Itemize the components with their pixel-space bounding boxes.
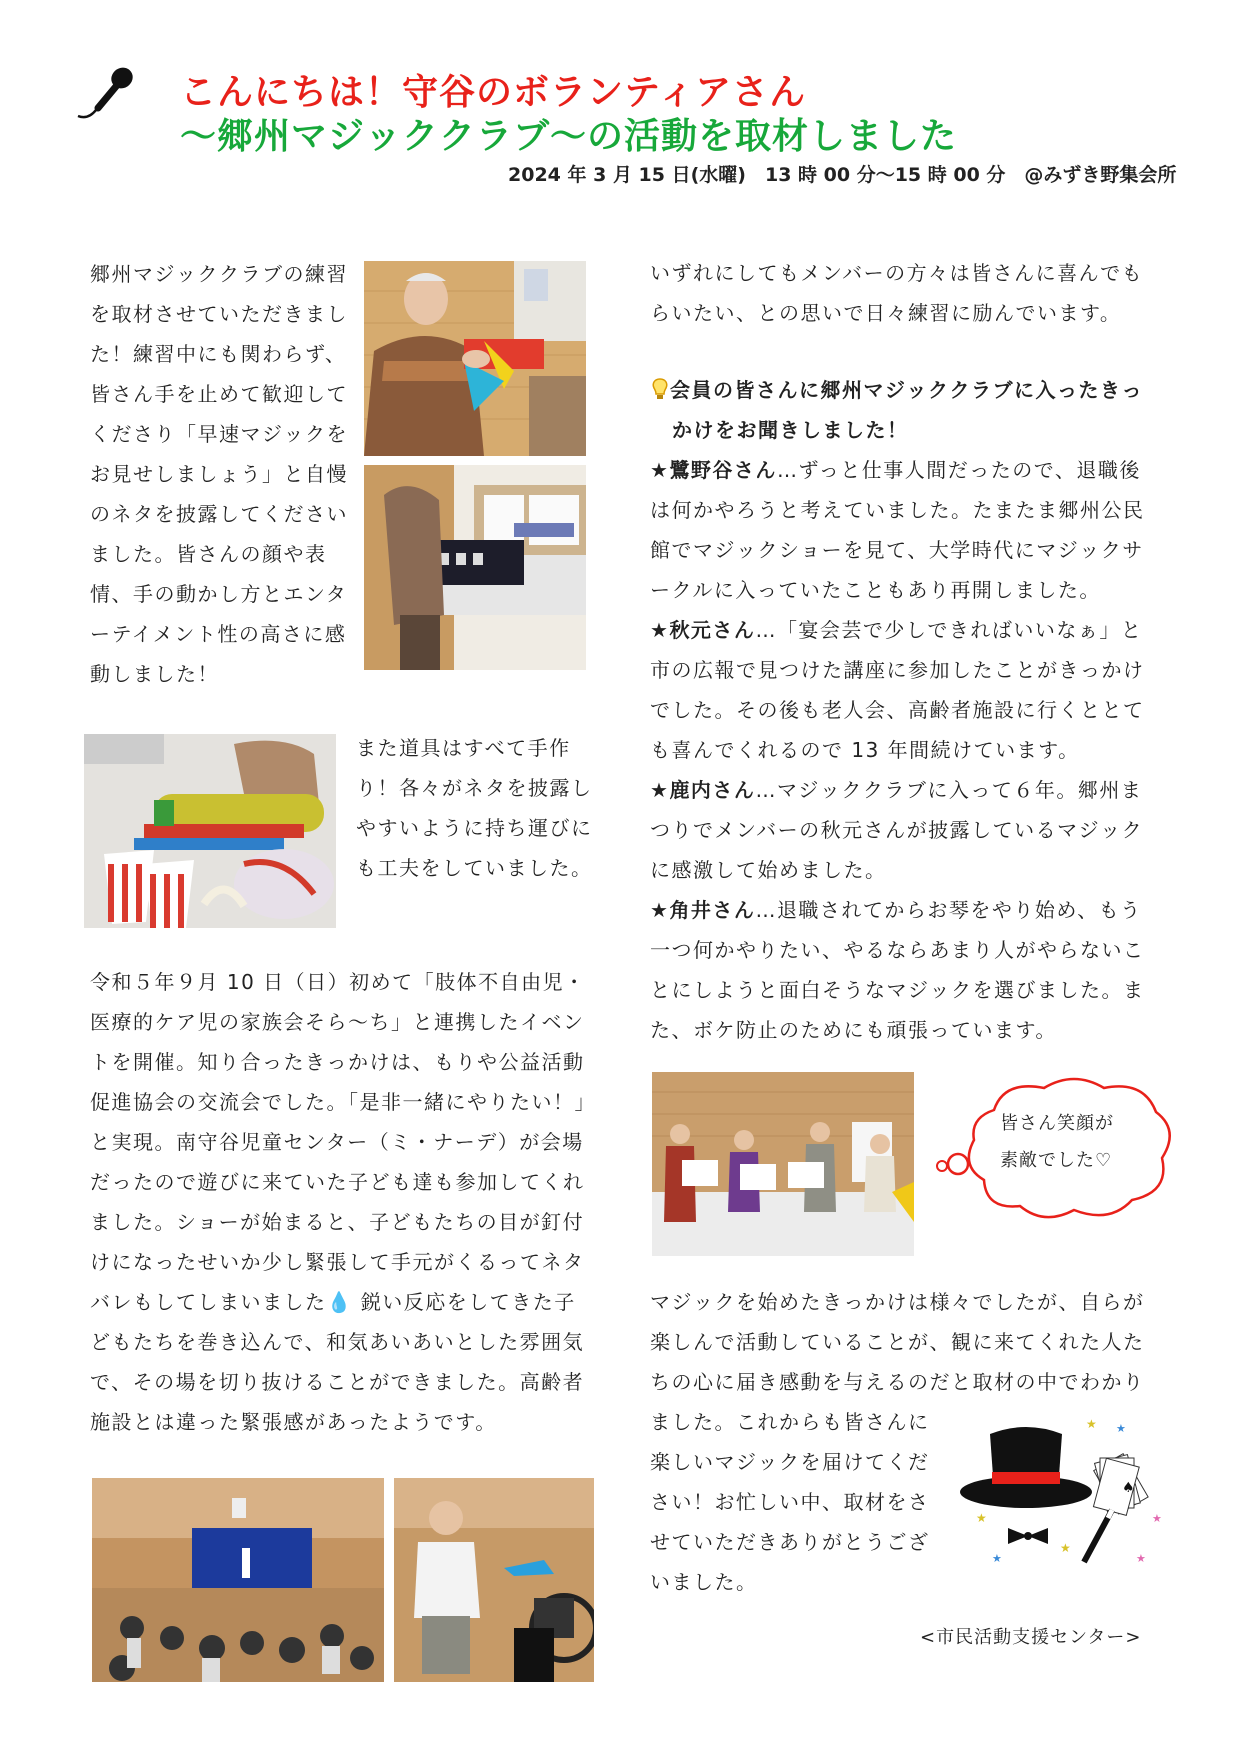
member-comment: …「宴会芸で少しできればいいなぁ」と市の広報で見つけた講座に参加したことがきっかけでした。その後も老人会、高齢者施設に行くととても喜んでくれるので 13 年間続けています。 — [650, 618, 1145, 762]
member-entry: ★鹿内さん…マジッククラブに入って６年。郷州まつりでメンバーの秋元さんが披露しているマジックに感激して始めました。 — [650, 778, 1144, 882]
member-name: 鹿内さん — [669, 778, 756, 802]
svg-text:★: ★ — [1136, 1552, 1146, 1565]
microphone-icon — [74, 62, 146, 124]
photo-man-with-scarves — [364, 261, 586, 456]
photo-man-with-children — [394, 1478, 594, 1682]
closing-paragraph-a: マジックを始めたきっかけは様々でしたが、自らが楽しんで活動していることが、観に来てくれた人たちの心に届き感動を与えるのだと取材の中でわかり — [650, 1290, 1145, 1394]
member-name: 秋元さん — [669, 618, 756, 642]
svg-text:★: ★ — [1116, 1422, 1126, 1435]
playing-cards-icon — [1093, 1454, 1148, 1516]
member-comment: …ずっと仕事人間だったので、退職後は何かやろうと考えていました。たまたま郷州公民館でマジックショーを見て、大学時代にマジックサークルに入っていたこともあり再開しました。 — [650, 458, 1145, 602]
photo-handmade-props — [84, 734, 336, 928]
opening-paragraph: いずれにしてもメンバーの方々は皆さんに喜んでもらいたい、との思いで日々練習に励んでいます。 — [650, 261, 1144, 325]
svg-text:★: ★ — [992, 1552, 1002, 1565]
svg-text:★: ★ — [1086, 1417, 1097, 1431]
photo-club-members-group — [652, 1072, 914, 1256]
member-name: 角井さん — [669, 898, 756, 922]
closing-paragraph-b: ました。これからも皆さんに楽しいマジックを届けてください！お忙しい中、取材をさせていただきありがとうございました。 — [650, 1410, 930, 1594]
svg-text:★: ★ — [976, 1511, 987, 1525]
photo-gym-magic-show — [92, 1478, 384, 1682]
magic-illustration — [956, 1412, 1182, 1582]
top-hat-icon — [960, 1427, 1092, 1508]
lightbulb-icon — [650, 377, 670, 401]
bow-tie-icon — [1008, 1528, 1048, 1544]
member-comment: …退職されてからお琴をやり始め、もう一つ何かやりたい、やるならあまり人がやらないことにしようと面白そうなマジックを選びました。また、ボケ防止のためにも頑張っています。 — [650, 898, 1145, 1042]
props-paragraph: また道具はすべて手作り！各々がネタを披露しやすいように持ち運びにも工夫をしていました。 — [356, 736, 593, 880]
question-section — [650, 370, 1160, 1050]
svg-text:★: ★ — [1060, 1541, 1071, 1555]
bubble-text: 皆さん笑顔が 素敵でした♡ — [1000, 1113, 1114, 1171]
member-entry: ★角井さん…退職されてからお琴をやり始め、もう一つ何かやりたい、やるならあまり人がやらないことにしようと面白そうなマジックを選びました。また、ボケ防止のためにも頑張っています。 — [650, 898, 1145, 1042]
member-name: 鷺野谷さん — [669, 458, 777, 482]
event-date-location: 2024 年 3 月 15 日(水曜) 13 時 00 分～15 時 00 分 @みずき野集会所 — [508, 164, 1177, 186]
member-entry: ★鷺野谷さん…ずっと仕事人間だったので、退職後は何かやろうと考えていました。たまたま郷州公民館でマジックショーを見て、大学時代にマジックサークルに入っていたこともあり再開しました。 — [650, 458, 1145, 602]
member-entry: ★秋元さん…「宴会芸で少しできればいいなぁ」と市の広報で見つけた講座に参加したことがきっかけでした。その後も老人会、高齢者施設に行くととても喜んでくれるので 13 年間続けています。 — [650, 618, 1145, 762]
svg-text:♠: ♠ — [1122, 1480, 1135, 1496]
photo-man-at-table — [364, 465, 586, 670]
page-subtitle: ～郷州マジッククラブ～の活動を取材しました — [180, 116, 958, 157]
page-title: こんにちは！守谷のボランティアさん — [180, 72, 807, 113]
question-heading: 会員の皆さんに郷州マジッククラブに入ったきっかけをお聞きしました！ — [670, 378, 1143, 442]
svg-text:★: ★ — [1152, 1512, 1162, 1525]
event-paragraph: 令和５年９月 10 日（日）初めて「肢体不自由児・医療的ケア児の家族会そら～ち」と連携したイベントを開催。知り合ったきっかけは、もりや公益活動促進協会の交流会でした。「是非一緒にやりたい！」と実現。南守谷児童センター（ミ・ナーデ）が会場だったので遊びに来ていた子ども達も参加してくれました。ショーが始まると、子どもたちの目が釘付けになったせいか少し緊張して手元がくるってネタバレもしてしまいました💧 鋭い反応をしてきた子どもたちを巻き込んで、和気あいあいとした雰囲気で、その場を切り抜けることができました。高齢者施設とは違った緊張感があったようです。 — [90, 970, 596, 1434]
magic-wand-icon — [1084, 1510, 1112, 1562]
intro-paragraph: 郷州マジッククラブの練習を取材させていただきました！練習中にも関わらず、皆さん手を止めて歓迎してくださり「早速マジックをお見せしましょう」と自慢のネタを披露してくださいました。皆さんの顔や表情、手の動かし方とエンターテイメント性の高さに感動しました！ — [90, 262, 348, 686]
member-comment: …マジッククラブに入って６年。郷州まつりでメンバーの秋元さんが披露しているマジックに感激して始めました。 — [650, 778, 1144, 882]
signature: <市民活動支援センター> — [920, 1627, 1142, 1648]
